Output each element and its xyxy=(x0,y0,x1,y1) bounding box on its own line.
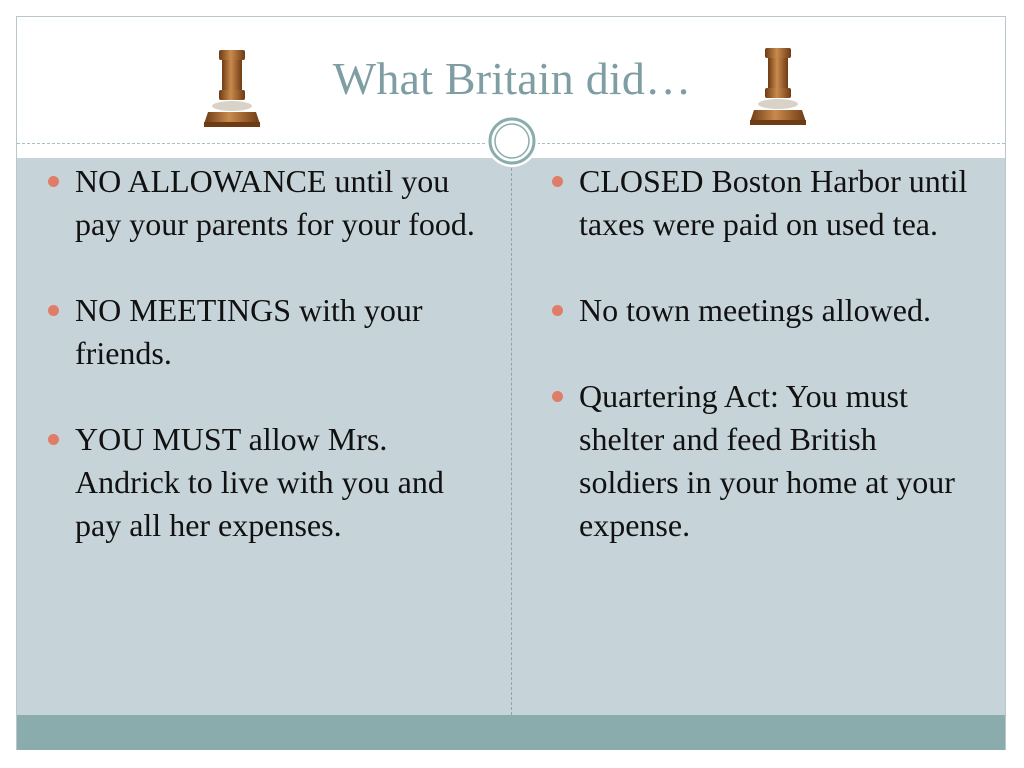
list-item xyxy=(48,160,478,246)
list-item-text: No town meetings allowed. xyxy=(579,292,931,328)
list-item xyxy=(48,418,478,547)
slide-title: What Britain did… xyxy=(332,53,692,104)
bullet-icon xyxy=(552,305,563,316)
circle-ornament-icon xyxy=(485,114,539,168)
list-item xyxy=(48,289,478,375)
list-item-text: YOU MUST allow Mrs. Andrick to live with you and pay all her expenses. xyxy=(75,421,444,543)
bullet-icon xyxy=(48,305,59,316)
list-item-text: CLOSED Boston Harbor until taxes were paid on used tea. xyxy=(579,163,968,242)
right-column xyxy=(552,160,982,590)
bullet-icon xyxy=(48,434,59,445)
list-item xyxy=(552,160,982,246)
bullet-icon xyxy=(552,176,563,187)
footer-bar xyxy=(17,715,1005,750)
list-item xyxy=(552,289,982,332)
gavel-icon xyxy=(748,44,808,126)
bullet-icon xyxy=(48,176,59,187)
list-item xyxy=(552,375,982,547)
list-item-text: NO MEETINGS with your friends. xyxy=(75,292,423,371)
list-item-text: Quartering Act: You must shelter and feed British soldiers in your home at your expense. xyxy=(579,378,955,543)
list-item-text: NO ALLOWANCE until you pay your parents for your food. xyxy=(75,163,475,242)
bullet-icon xyxy=(552,391,563,402)
column-divider xyxy=(511,158,512,715)
gavel-icon xyxy=(202,46,262,128)
left-column xyxy=(48,160,478,590)
